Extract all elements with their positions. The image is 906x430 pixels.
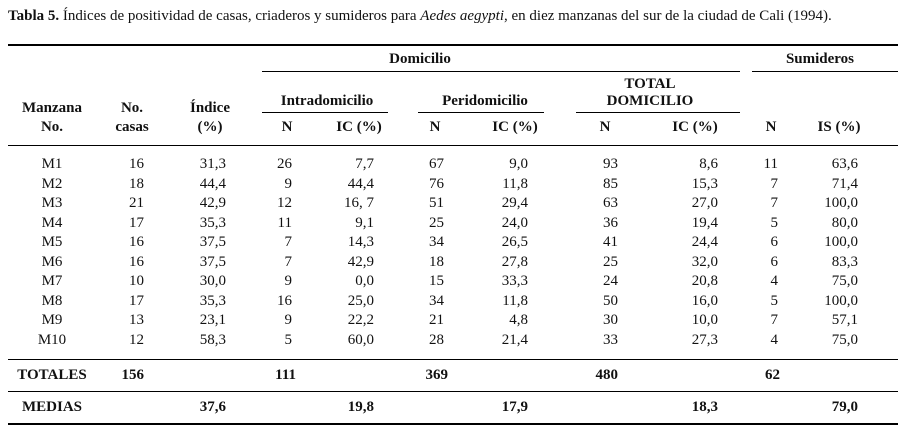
cell-casas: 13 <box>129 312 144 328</box>
cell-peri-n: 67 <box>429 156 444 172</box>
cell-peri-ic: 9,0 <box>509 156 528 172</box>
cell-tot-ic: 27,0 <box>691 195 718 211</box>
table-row <box>0 332 906 350</box>
table-caption <box>8 8 832 25</box>
cell-casas: 18 <box>129 175 144 192</box>
cell-sum-n: 5 <box>770 292 778 309</box>
header-no-casas-2: casas <box>115 119 149 135</box>
cell-sum-is: 63,6 <box>831 156 858 172</box>
table-row <box>0 273 906 291</box>
cell-intra-n: 12 <box>277 195 292 211</box>
cell-intra-ic: 14,3 <box>347 234 374 250</box>
cell-peri-n: 28 <box>429 331 444 348</box>
cell-sum-is: 80,0 <box>831 214 858 231</box>
cell-intra-ic: 60,0 <box>347 331 374 348</box>
cell-peri-ic: 33,3 <box>501 273 528 289</box>
cell-sum-is: 100,0 <box>824 234 858 250</box>
cell-intra-n: 26 <box>277 156 292 172</box>
totales-bottom-rule <box>8 391 898 392</box>
cell-intra-n: 7 <box>284 234 292 250</box>
header-total-2: DOMICILIO <box>606 93 694 109</box>
cell-tot-n: 30 <box>603 312 618 328</box>
cell-tot-n: 24 <box>603 273 618 289</box>
cell-intra-ic: 22,2 <box>347 312 374 328</box>
cell-indice: 30,0 <box>199 273 226 289</box>
cell-tot-n: 25 <box>603 253 618 270</box>
cell-casas: 16 <box>129 156 144 172</box>
cell-manzana: M1 <box>41 156 63 172</box>
cell-sum-n: 7 <box>770 312 778 328</box>
table-bottom-rule <box>8 423 898 425</box>
cell-indice: 44,4 <box>199 175 226 192</box>
cell-peri-ic: 27,8 <box>501 253 528 270</box>
cell-intra-n: 9 <box>284 273 292 289</box>
cell-manzana: M9 <box>41 312 63 328</box>
cell-sum-is: 71,4 <box>831 175 858 192</box>
cell-indice: 37,5 <box>199 234 226 250</box>
cell-casas: 12 <box>129 331 144 348</box>
cell-manzana: M7 <box>41 273 63 289</box>
table-row <box>0 176 906 194</box>
header-bottom-rule <box>8 145 898 146</box>
sumideros-rule <box>752 71 898 72</box>
cell-sum-is: 100,0 <box>824 292 858 309</box>
cell-intra-n: 9 <box>284 175 292 192</box>
cell-tot-n: 41 <box>603 234 618 250</box>
cell-peri-ic: 11,8 <box>502 292 528 309</box>
table-row <box>0 293 906 311</box>
cell-peri-ic: 24,0 <box>501 214 528 231</box>
header-sum-is: IS (%) <box>817 119 861 135</box>
cell-indice: 58,3 <box>199 331 226 348</box>
cell-tot-n: 36 <box>603 214 618 231</box>
species-name: Aedes aegypti <box>420 8 504 24</box>
data-bottom-rule <box>8 359 898 360</box>
header-manzana: Manzana <box>22 100 82 116</box>
cell-indice: 35,3 <box>199 292 226 309</box>
caption-text-after: , en diez manzanas del sur de la ciudad de Cali (1994). <box>504 8 832 24</box>
header-sumideros: Sumideros <box>785 51 855 67</box>
cell-sum-n: 5 <box>770 214 778 231</box>
table-top-rule <box>8 44 898 46</box>
cell-tot-ic: 24,4 <box>691 234 718 250</box>
cell-peri-n: 34 <box>429 292 444 309</box>
cell-manzana: M8 <box>41 292 63 309</box>
cell-indice: 42,9 <box>199 195 226 211</box>
cell-sum-is: 57,1 <box>831 312 858 328</box>
cell-peri-n: 15 <box>429 273 444 289</box>
totales-casas: 156 <box>121 367 144 383</box>
table-row <box>0 254 906 272</box>
table-row <box>0 195 906 213</box>
table-row <box>0 312 906 330</box>
header-intra-n: N <box>281 119 293 135</box>
cell-tot-ic: 16,0 <box>691 292 718 309</box>
cell-peri-ic: 29,4 <box>501 195 528 211</box>
cell-sum-n: 11 <box>763 156 778 172</box>
header-no-casas-1: No. <box>120 100 144 116</box>
cell-intra-n: 7 <box>284 253 292 270</box>
cell-manzana: M5 <box>41 234 63 250</box>
cell-sum-is: 83,3 <box>831 253 858 270</box>
cell-sum-is: 75,0 <box>831 331 858 348</box>
total-domicilio-rule <box>576 112 740 113</box>
header-intra-ic: IC (%) <box>336 119 382 135</box>
cell-manzana: M10 <box>37 331 67 348</box>
cell-tot-ic: 15,3 <box>691 175 718 192</box>
cell-intra-ic: 25,0 <box>347 292 374 309</box>
cell-tot-n: 50 <box>603 292 618 309</box>
cell-casas: 21 <box>129 195 144 211</box>
header-indice-1: Índice <box>189 100 230 116</box>
cell-tot-n: 93 <box>603 156 618 172</box>
intradomicilio-rule <box>262 112 388 113</box>
cell-peri-ic: 4,8 <box>509 312 528 328</box>
cell-tot-ic: 8,6 <box>699 156 718 172</box>
medias-indice: 37,6 <box>199 399 226 415</box>
cell-casas: 16 <box>129 253 144 270</box>
cell-tot-n: 85 <box>603 175 618 192</box>
cell-sum-is: 75,0 <box>831 273 858 289</box>
cell-intra-n: 5 <box>284 331 292 348</box>
cell-peri-n: 34 <box>429 234 444 250</box>
cell-peri-n: 25 <box>429 214 444 231</box>
cell-peri-n: 76 <box>429 175 444 192</box>
table-row <box>0 215 906 233</box>
cell-intra-ic: 0,0 <box>355 273 374 289</box>
cell-sum-n: 4 <box>770 273 778 289</box>
totales-label: TOTALES <box>17 367 87 383</box>
cell-tot-n: 33 <box>603 331 618 348</box>
cell-intra-n: 16 <box>277 292 292 309</box>
header-peridomicilio: Peridomicilio <box>442 93 528 109</box>
cell-manzana: M6 <box>41 253 63 270</box>
header-indice-2: (%) <box>197 119 223 135</box>
totales-sum-n: 62 <box>765 367 780 383</box>
cell-peri-ic: 26,5 <box>501 234 528 250</box>
cell-manzana: M3 <box>41 195 63 211</box>
header-domicilio: Domicilio <box>389 51 451 67</box>
table-number: Tabla 5. <box>8 8 60 24</box>
cell-intra-n: 11 <box>277 214 292 231</box>
medias-tot-ic: 18,3 <box>691 399 718 415</box>
cell-intra-ic: 42,9 <box>347 253 374 270</box>
cell-indice: 37,5 <box>199 253 226 270</box>
header-peri-ic: IC (%) <box>492 119 538 135</box>
cell-manzana: M4 <box>41 214 63 231</box>
cell-intra-n: 9 <box>284 312 292 328</box>
peridomicilio-rule <box>418 112 544 113</box>
cell-tot-ic: 32,0 <box>691 253 718 270</box>
table-row <box>0 234 906 252</box>
header-total-ic: IC (%) <box>672 119 718 135</box>
medias-intra-ic: 19,8 <box>347 399 374 415</box>
totales-tot-n: 480 <box>595 367 618 383</box>
cell-indice: 23,1 <box>199 312 226 328</box>
cell-intra-ic: 16, 7 <box>344 195 374 211</box>
medias-sum-is: 79,0 <box>831 399 858 415</box>
cell-indice: 31,3 <box>199 156 226 172</box>
medias-label: MEDIAS <box>21 399 82 415</box>
cell-peri-n: 18 <box>429 253 444 270</box>
cell-sum-is: 100,0 <box>824 195 858 211</box>
cell-indice: 35,3 <box>199 214 226 231</box>
header-total-n: N <box>599 119 611 135</box>
totales-peri-n: 369 <box>425 367 448 383</box>
cell-intra-ic: 44,4 <box>347 175 374 192</box>
cell-tot-ic: 27,3 <box>691 331 718 348</box>
cell-manzana: M2 <box>41 175 63 192</box>
cell-casas: 17 <box>129 292 144 309</box>
cell-peri-n: 51 <box>429 195 444 211</box>
cell-tot-ic: 19,4 <box>691 214 718 231</box>
header-intradomicilio: Intradomicilio <box>280 93 374 109</box>
cell-tot-ic: 10,0 <box>691 312 718 328</box>
cell-tot-n: 63 <box>603 195 618 211</box>
cell-sum-n: 6 <box>770 234 778 250</box>
domicilio-rule <box>262 71 740 72</box>
cell-casas: 16 <box>129 234 144 250</box>
header-peri-n: N <box>429 119 441 135</box>
cell-tot-ic: 20,8 <box>691 273 718 289</box>
header-total-1: TOTAL <box>624 76 676 92</box>
cell-sum-n: 7 <box>770 195 778 211</box>
cell-peri-n: 21 <box>429 312 444 328</box>
cell-peri-ic: 11,8 <box>502 175 528 192</box>
cell-peri-ic: 21,4 <box>501 331 528 348</box>
header-sum-n: N <box>765 119 777 135</box>
table-row <box>0 156 906 174</box>
cell-casas: 10 <box>129 273 144 289</box>
caption-text-before: Índices de positividad de casas, criaderos y sumideros para <box>59 8 421 24</box>
cell-sum-n: 6 <box>770 253 778 270</box>
cell-sum-n: 4 <box>770 331 778 348</box>
header-manzana-no: No. <box>40 119 64 135</box>
cell-intra-ic: 7,7 <box>355 156 374 172</box>
cell-casas: 17 <box>129 214 144 231</box>
medias-peri-ic: 17,9 <box>501 399 528 415</box>
totales-intra-n: 111 <box>275 367 296 383</box>
cell-intra-ic: 9,1 <box>355 214 374 231</box>
cell-sum-n: 7 <box>770 175 778 192</box>
